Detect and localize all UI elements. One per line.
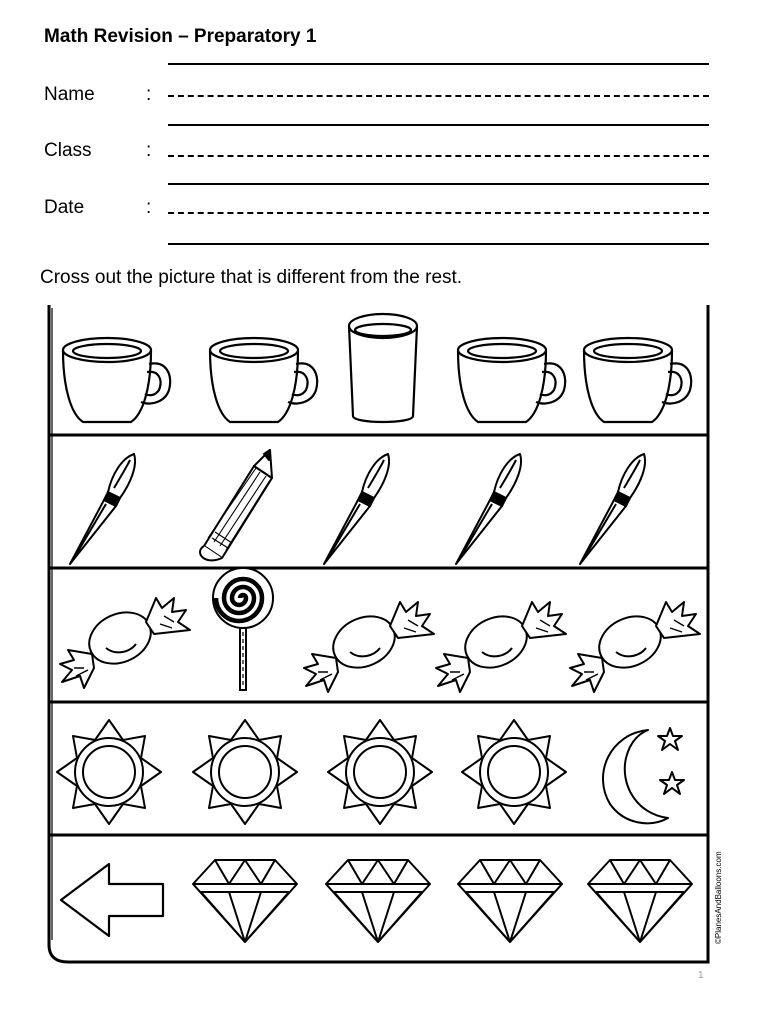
paintbrush-icon[interactable] [456, 454, 521, 564]
lollipop-icon[interactable] [213, 568, 273, 690]
instruction-text: Cross out the picture that is different from the rest. [40, 267, 463, 288]
worksheet-grid [0, 300, 768, 970]
cup-icon[interactable] [584, 338, 691, 422]
paintbrush-icon[interactable] [580, 454, 645, 564]
top-rule [168, 63, 709, 65]
copyright-credit: ©PlanesAndBalloons.com [714, 851, 723, 944]
diamond-icon[interactable] [326, 860, 430, 942]
class-colon: : [146, 140, 152, 161]
date-rule [168, 243, 709, 245]
name-colon: : [146, 84, 152, 105]
page-title: Math Revision – Preparatory 1 [44, 26, 317, 47]
class-rule [168, 183, 709, 185]
pencil-icon[interactable] [200, 450, 272, 560]
class-label: Class [44, 140, 92, 161]
diamond-icon[interactable] [193, 860, 297, 942]
paintbrush-icon[interactable] [70, 454, 135, 564]
sun-icon[interactable] [328, 720, 432, 824]
cup-icon[interactable] [210, 338, 317, 422]
paintbrush-icon[interactable] [324, 454, 389, 564]
name-answer-line[interactable] [168, 95, 709, 97]
date-colon: : [146, 197, 152, 218]
arrow-left-icon[interactable] [61, 864, 163, 936]
diamond-icon[interactable] [458, 860, 562, 942]
candy-icon[interactable] [436, 602, 566, 692]
class-answer-line[interactable] [168, 155, 709, 157]
page-number: 1 [698, 970, 704, 981]
sun-icon[interactable] [193, 720, 297, 824]
sun-icon[interactable] [57, 720, 161, 824]
diamond-icon[interactable] [588, 860, 692, 942]
candy-icon[interactable] [304, 602, 434, 692]
sun-icon[interactable] [462, 720, 566, 824]
cup-icon[interactable] [458, 338, 565, 422]
glass-icon[interactable] [349, 314, 417, 422]
candy-icon[interactable] [570, 602, 700, 692]
name-rule [168, 124, 709, 126]
candy-icon[interactable] [60, 598, 190, 688]
date-label: Date [44, 197, 85, 218]
moon-and-stars-icon[interactable] [603, 728, 684, 823]
name-label: Name [44, 84, 95, 105]
cup-icon[interactable] [63, 338, 170, 422]
date-answer-line[interactable] [168, 212, 709, 214]
